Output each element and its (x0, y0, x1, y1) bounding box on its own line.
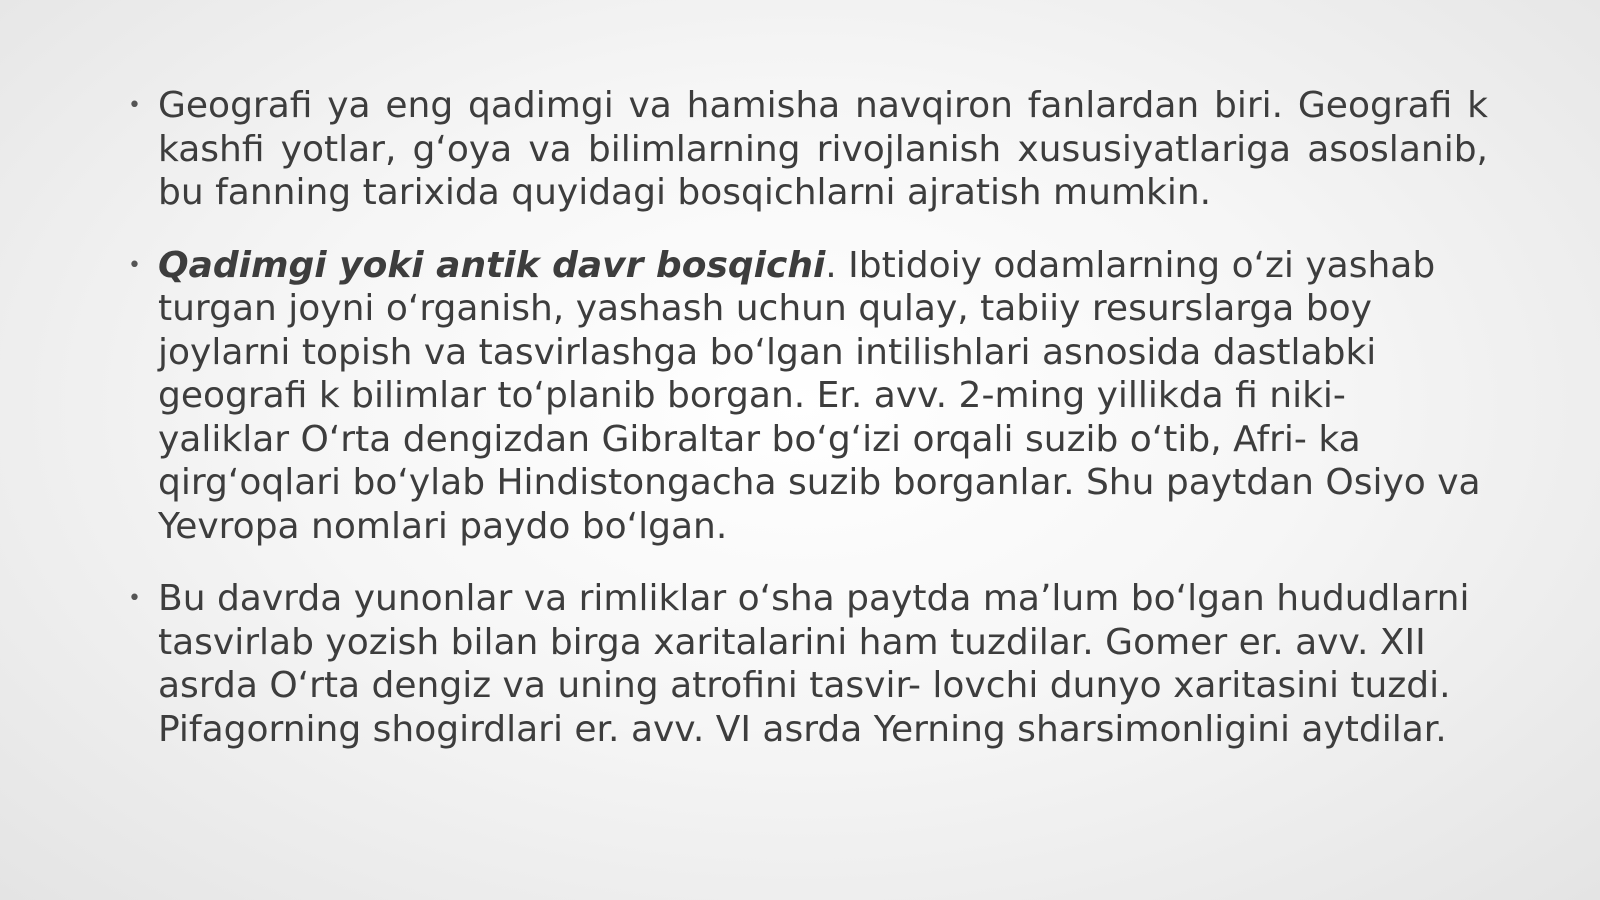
bullet-list (128, 84, 1488, 751)
bullet-item-2 (128, 244, 1488, 549)
emphasized-heading: Qadimgi yoki antik davr bosqichi (158, 244, 826, 286)
slide-body (128, 84, 1488, 780)
paragraph-text: Bu davrda yunonlar va rimliklar o‘sha paytda ma’lum bo‘lgan hududlarni tasvirlab yozish bilan birga xaritalarini ham tuzdilar. Gomer er. avv. XII asrda O‘rta dengiz va uning atrofini tasvir- lovchi dunyo xaritasini tuzdi. Pifagorning shogirdlari er. avv. VI asrda Yerning sharsimonligini aytdilar. (158, 578, 1470, 750)
bullet-dot-icon: • (128, 93, 141, 118)
bullet-item-3 (128, 577, 1488, 751)
bullet-dot-icon: • (128, 252, 141, 278)
bullet-item-1 (128, 84, 1488, 215)
paragraph-text: Geografi ya eng qadimgi va hamisha navqiron fanlardan biri. Geografi k kashfi yotlar, g‘oya va bilimlarning rivojlanish xususiyatlariga asoslanib, bu fanning tarixida quyidagi bosqichlarni ajratish mumkin. (158, 85, 1488, 213)
bullet-dot-icon: • (128, 586, 141, 611)
paragraph-body: . Ibtidoiy odamlarning o‘zi yashab turgan joyni o‘rganish, yashash uchun qulay, tabiiy resurslarga boy joylarni topish va tasvirlashga bo‘lgan intilishlari asnosida dastlabki geografi k bilimlar to‘planib borgan. Er. avv. 2-ming yillikda fi niki- yaliklar O‘rta dengizdan Gibraltar bo‘g‘izi orqali suzib o‘tib, Afri- ka qirg‘oqlari bo‘ylab Hindistongacha suzib borganlar. Shu paytdan Osiyo va Yevropa nomlari paydo bo‘lgan. (158, 244, 1481, 547)
paragraph-text (158, 244, 1488, 549)
